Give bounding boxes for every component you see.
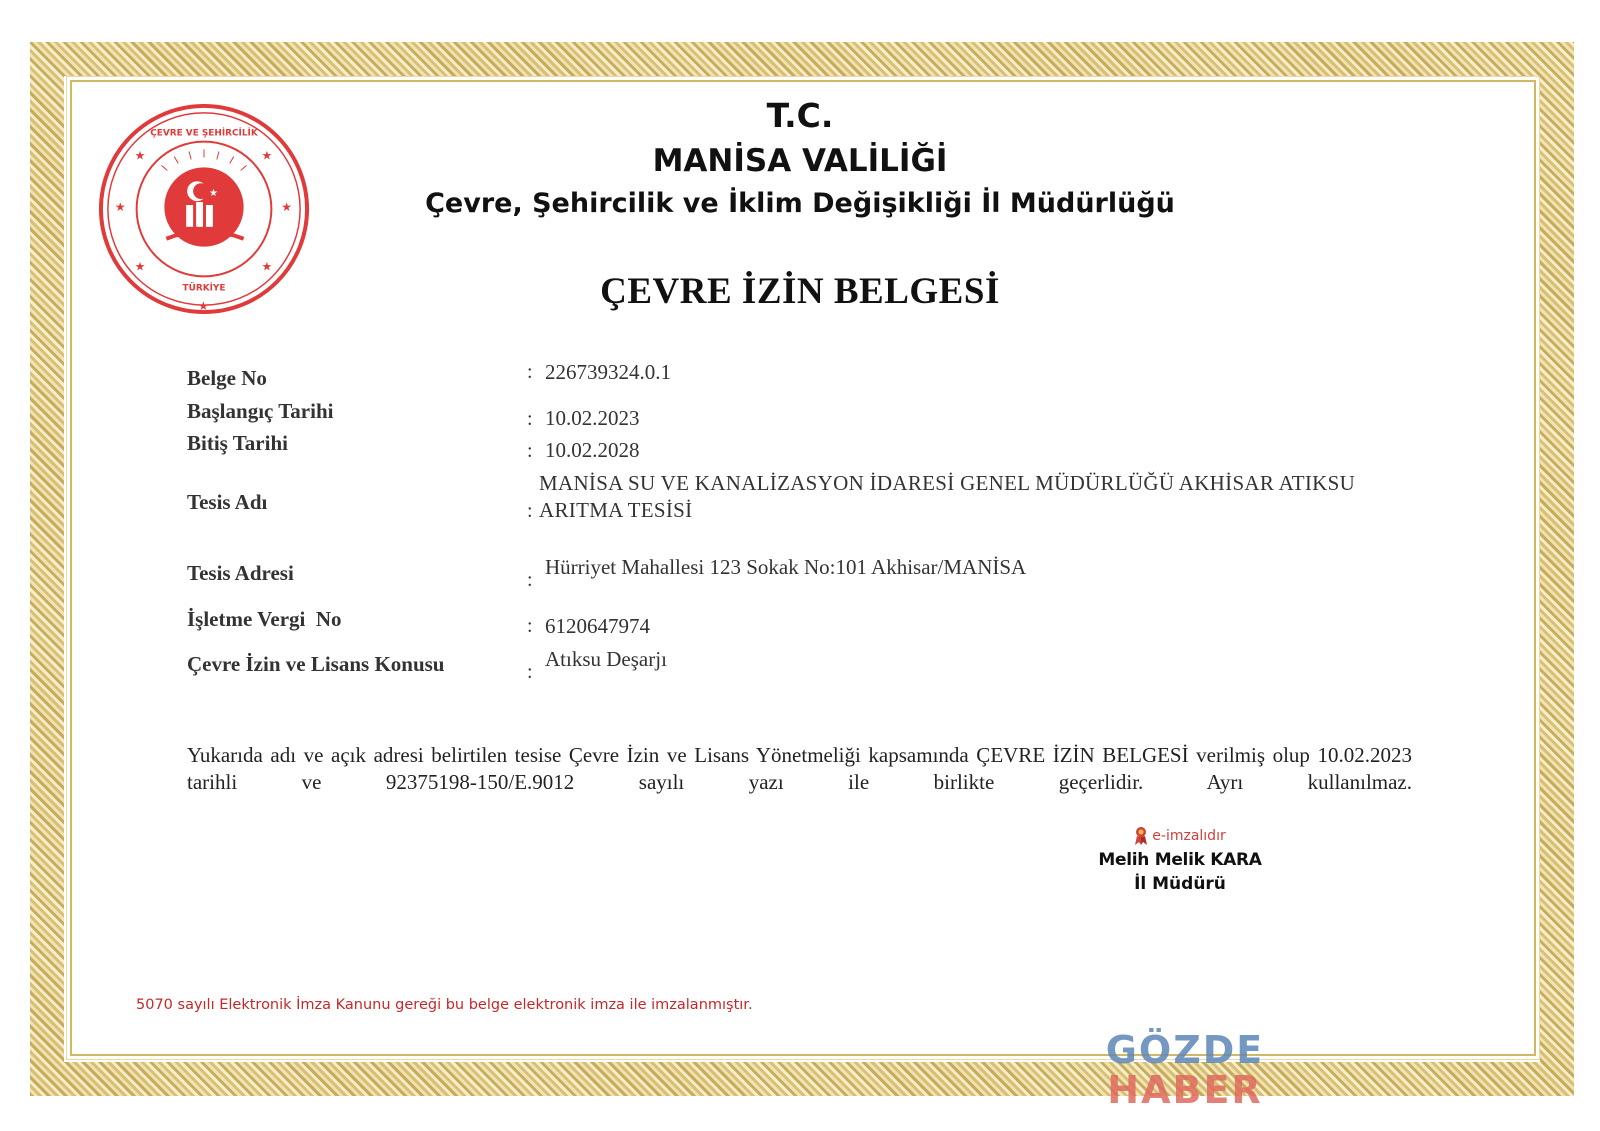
field-value-belge-no: 226739324.0.1 <box>545 360 671 384</box>
svg-text:★: ★ <box>261 148 273 163</box>
svg-text:★: ★ <box>134 148 146 163</box>
svg-text:ÇEVRE VE ŞEHİRCİLİK: ÇEVRE VE ŞEHİRCİLİK <box>150 128 258 139</box>
field-label-belge-no: Belge No <box>187 366 267 390</box>
field-label-bitis: Bitiş Tarihi <box>187 431 288 455</box>
esign-badge <box>1080 826 1280 846</box>
document-title: ÇEVRE İZİN BELGESİ <box>600 271 1000 312</box>
field-label-konu: Çevre İzin ve Lisans Konusu <box>187 652 445 676</box>
svg-text:★: ★ <box>134 259 146 274</box>
signatory-title: İl Müdürü <box>1134 874 1226 894</box>
esign-label: e-imzalıdır <box>1152 828 1226 844</box>
field-colon: : <box>527 661 533 683</box>
field-colon: : <box>527 615 533 637</box>
svg-text:★: ★ <box>198 299 209 314</box>
header-tc: T.C. <box>766 96 834 135</box>
watermark-line1: GÖZDE <box>1105 1028 1265 1072</box>
field-colon: : <box>527 569 533 591</box>
field-label-tesis-adi: Tesis Adı <box>187 490 268 514</box>
header-directorate: Çevre, Şehircilik ve İklim Değişikliği İl Müdürlüğü <box>425 188 1175 219</box>
field-label-vergi-no: İşletme Vergi No <box>187 607 342 631</box>
field-value-baslangic: 10.02.2023 <box>545 406 640 430</box>
field-colon: : <box>527 500 533 522</box>
svg-text:★: ★ <box>114 199 126 214</box>
field-colon: : <box>527 361 533 383</box>
field-value-tesis-adresi: Hürriyet Mahallesi 123 Sokak No:101 Akhisar/MANİSA <box>545 555 1027 579</box>
svg-text:TÜRKİYE: TÜRKİYE <box>182 283 226 294</box>
field-label-baslangic: Başlangıç Tarihi <box>187 399 334 423</box>
watermark-line2: HABER <box>1107 1068 1263 1112</box>
svg-text:★: ★ <box>261 259 273 274</box>
field-value-konu: Atıksu Deşarjı <box>545 647 667 671</box>
validity-statement: Yukarıda adı ve açık adresi belirtilen tesise Çevre İzin ve Lisans Yönetmeliği kapsamında ÇEVRE İZİN BELGESİ verilmiş olup 10.02.2023 tarihli ve 92375198-150/E.9012 sayılı yazı ile birlikte geçerlidir. Ayrı kullanılmaz. <box>187 743 1412 794</box>
field-value-tesis-adi-line2: ARITMA TESİSİ <box>539 498 693 522</box>
svg-text:★: ★ <box>281 199 292 214</box>
field-value-bitis: 10.02.2028 <box>545 438 640 462</box>
signatory-name: Melih Melik KARA <box>1098 850 1262 870</box>
header-valilik: MANİSA VALİLİĞİ <box>652 143 948 179</box>
field-colon: : <box>527 408 533 430</box>
field-value-vergi-no: 6120647974 <box>545 614 650 638</box>
field-colon: : <box>527 440 533 462</box>
signature-block <box>1080 826 1280 894</box>
award-ribbon-icon <box>1134 826 1148 846</box>
field-value-tesis-adi-line1: MANİSA SU VE KANALİZASYON İDARESİ GENEL MÜDÜRLÜĞÜ AKHİSAR ATIKSU <box>539 471 1356 495</box>
svg-text:★: ★ <box>208 188 218 200</box>
esign-law-note: 5070 sayılı Elektronik İmza Kanunu gereği bu belge elektronik imza ile imzalanmıştır. <box>136 997 753 1013</box>
field-label-tesis-adresi: Tesis Adresi <box>187 561 294 585</box>
watermark-logo <box>1085 1030 1285 1110</box>
